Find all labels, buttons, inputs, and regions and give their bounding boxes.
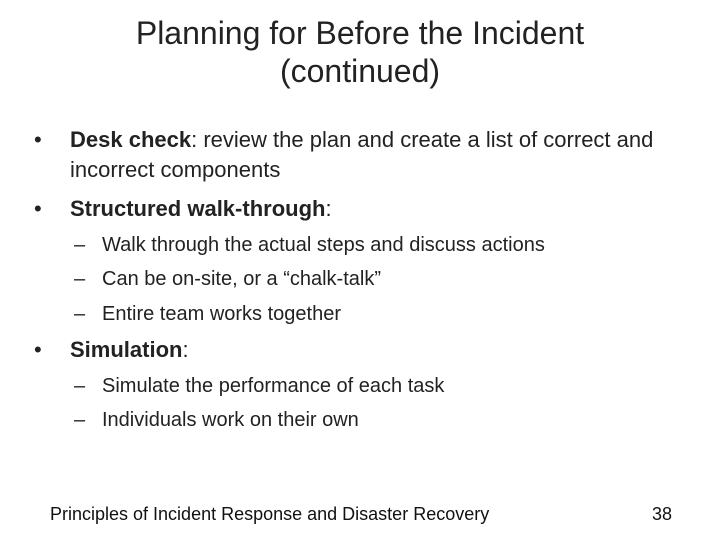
slide-title-line-2: (continued) — [279, 53, 441, 89]
bullet-term: Desk check — [70, 127, 192, 152]
bullet-description: review the plan and create a list of correct and incorrect components — [70, 127, 654, 182]
sub-bullet-text: Entire team works together — [102, 303, 341, 325]
bullet-term: Structured walk-through — [70, 196, 326, 221]
slide-title-line-1: Planning for Before the Incident — [135, 15, 585, 51]
bullet-separator: : — [182, 337, 189, 362]
bullet-term: Simulation — [70, 337, 183, 362]
page-number: 38 — [651, 504, 672, 524]
sub-bullet-text: Walk through the actual steps and discuss actions — [102, 234, 545, 256]
sub-bullet-marker: – — [74, 268, 86, 290]
slide-footer: Principles of Incident Response and Disaster Recovery — [50, 504, 490, 524]
sub-bullet-marker: – — [74, 234, 86, 256]
bullet-marker: • — [34, 127, 42, 152]
sub-bullet-marker: – — [74, 375, 86, 397]
sub-bullet-text: Individuals work on their own — [102, 409, 359, 431]
bullet-text — [70, 335, 670, 365]
slide-title — [60, 14, 660, 90]
sub-bullet-marker: – — [74, 409, 86, 431]
bullet-separator: : — [325, 196, 332, 221]
bullet-text — [70, 125, 670, 185]
bullet-text — [70, 194, 670, 224]
sub-bullet-text: Simulate the performance of each task — [102, 375, 445, 397]
bullet-marker: • — [34, 337, 42, 362]
bullet-marker: • — [34, 196, 42, 221]
sub-bullet-text: Can be on-site, or a “chalk-talk” — [102, 268, 382, 290]
sub-bullet-marker: – — [74, 303, 86, 325]
bullet-separator: : — [191, 127, 198, 152]
